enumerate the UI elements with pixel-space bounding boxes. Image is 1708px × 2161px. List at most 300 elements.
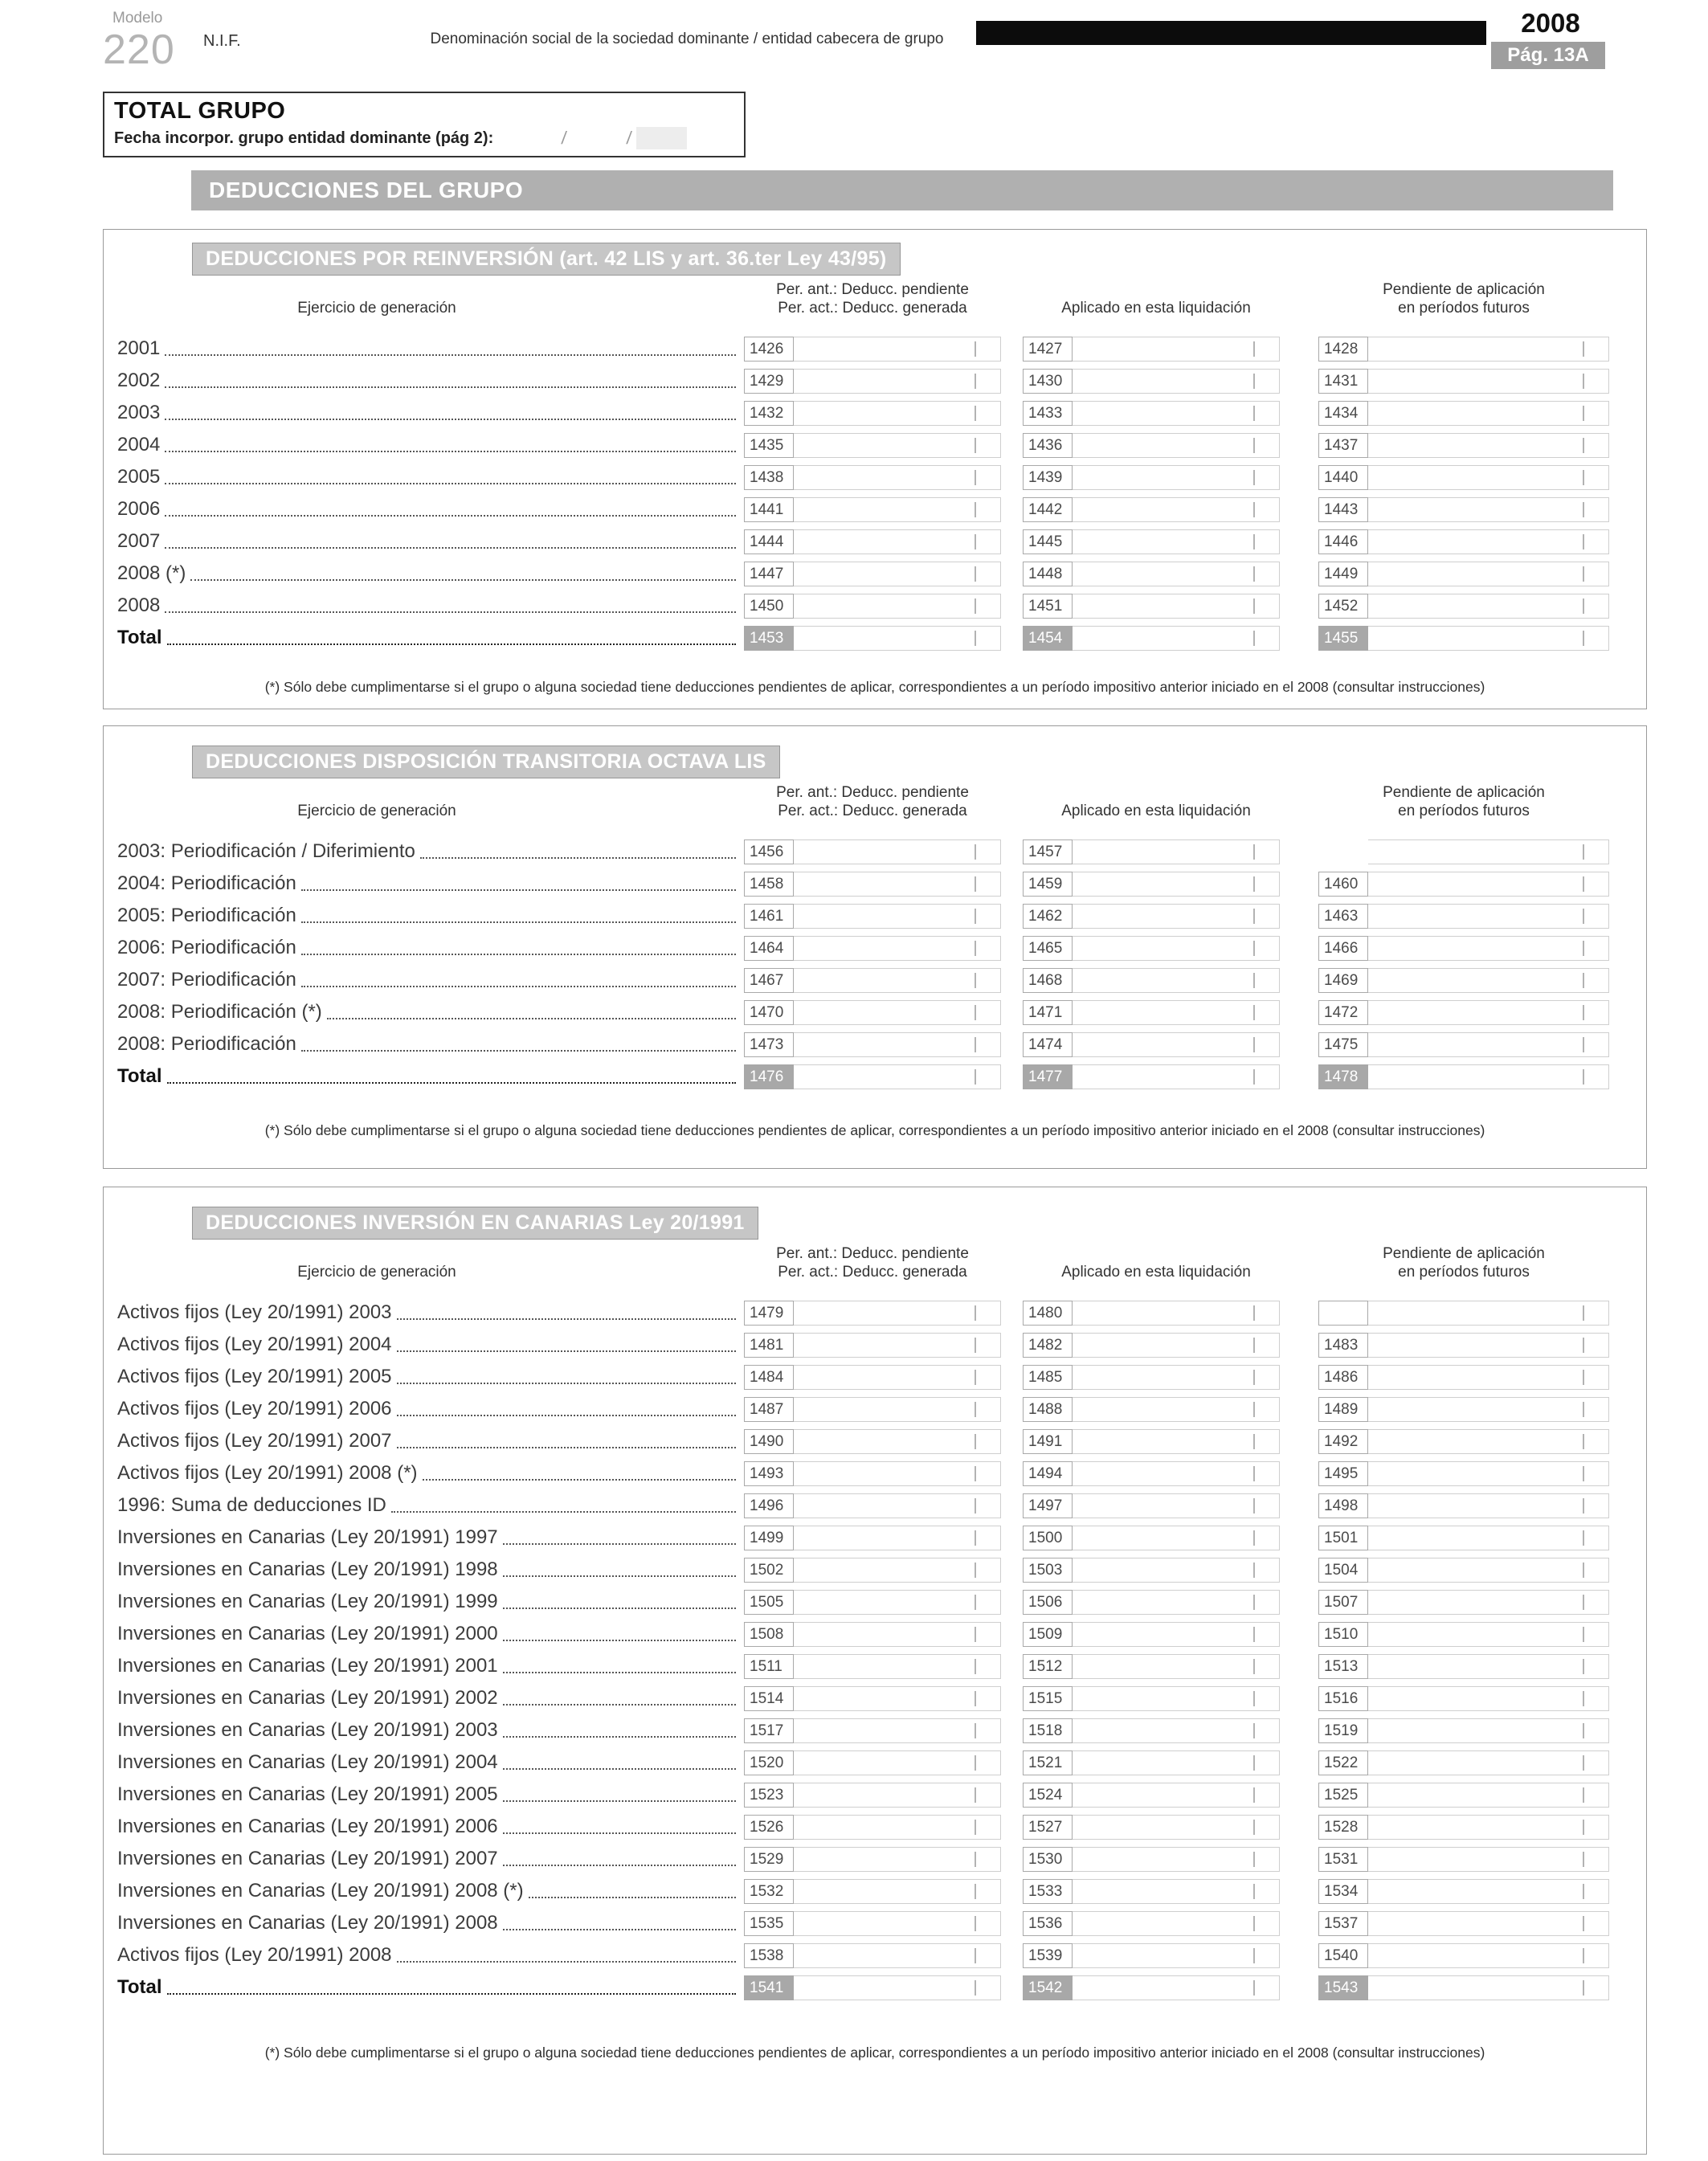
row-label-text: Activos fijos (Ley 20/1991) 2007 — [117, 1430, 392, 1452]
amount-field[interactable] — [1073, 1526, 1280, 1550]
cents-separator-tick — [1253, 1305, 1255, 1321]
cell-pendiente-generada — [744, 433, 1001, 458]
amount-field[interactable] — [1368, 1686, 1609, 1711]
cell-aplicado — [1023, 1847, 1280, 1872]
dotted-leader — [503, 1640, 736, 1641]
amount-field[interactable] — [794, 562, 1001, 586]
amount-field[interactable] — [794, 1879, 1001, 1904]
code-box: 1455 — [1318, 626, 1368, 651]
amount-field[interactable] — [1073, 562, 1280, 586]
amount-field[interactable] — [1073, 401, 1280, 426]
cents-separator-tick — [1253, 598, 1255, 614]
amount-field[interactable] — [1073, 1333, 1280, 1358]
amount-field[interactable] — [794, 1032, 1001, 1057]
cell-pendiente-futuro — [1318, 1429, 1609, 1454]
row-label-text: 2008: Periodificación (*) — [117, 1001, 322, 1023]
code-box: 1469 — [1318, 968, 1368, 993]
code-box: 1504 — [1318, 1558, 1368, 1583]
date-month-segment[interactable] — [571, 127, 622, 149]
row-label — [117, 872, 736, 895]
table-row — [104, 1330, 1646, 1362]
amount-field[interactable] — [1368, 1975, 1609, 2000]
amount-field[interactable] — [794, 1461, 1001, 1486]
amount-field[interactable] — [794, 497, 1001, 522]
code-box: 1463 — [1318, 904, 1368, 929]
cents-separator-tick — [1583, 1370, 1584, 1385]
cents-separator-tick — [1583, 1916, 1584, 1931]
amount-field[interactable] — [1368, 872, 1609, 897]
table-row — [104, 366, 1646, 398]
dotted-leader — [397, 1961, 736, 1963]
amount-field[interactable] — [794, 1750, 1001, 1775]
code-box: 1525 — [1318, 1783, 1368, 1808]
amount-field[interactable] — [1073, 626, 1280, 651]
cell-pendiente-generada — [744, 401, 1001, 426]
table-row — [104, 462, 1646, 494]
amount-field[interactable] — [1368, 1943, 1609, 1968]
code-box: 1488 — [1023, 1397, 1073, 1422]
cents-separator-tick — [1253, 1595, 1255, 1610]
amount-field[interactable] — [794, 1654, 1001, 1679]
cell-pendiente-futuro — [1318, 1750, 1609, 1775]
cents-separator-tick — [975, 1595, 976, 1610]
amount-field[interactable] — [1073, 369, 1280, 394]
dotted-leader — [423, 1479, 736, 1481]
col-header-futuros — [1318, 783, 1609, 820]
amount-field[interactable] — [1368, 1526, 1609, 1550]
amount-field[interactable] — [794, 1000, 1001, 1025]
amount-field[interactable] — [1073, 1461, 1280, 1486]
table-row — [104, 1619, 1646, 1651]
amount-field[interactable] — [1368, 626, 1609, 651]
amount-field[interactable] — [1368, 1558, 1609, 1583]
amount-field[interactable] — [1368, 1365, 1609, 1390]
table-row — [104, 1779, 1646, 1812]
cents-separator-tick — [1583, 1948, 1584, 1963]
section-title — [192, 746, 780, 778]
cents-separator-tick — [975, 374, 976, 389]
amount-field[interactable] — [1368, 904, 1609, 929]
cents-separator-tick — [1253, 1980, 1255, 1996]
code-box: 1477 — [1023, 1064, 1073, 1089]
amount-field[interactable] — [1073, 872, 1280, 897]
cell-aplicado — [1023, 1064, 1280, 1089]
amount-field[interactable] — [1073, 337, 1280, 362]
deduction-section — [103, 725, 1647, 1169]
code-box: 1520 — [744, 1750, 794, 1775]
row-label — [117, 1655, 736, 1677]
cents-separator-tick — [975, 1563, 976, 1578]
code-box: 1462 — [1023, 904, 1073, 929]
cell-pendiente-generada — [744, 1526, 1001, 1550]
amount-field[interactable] — [794, 1590, 1001, 1615]
code-box: 1481 — [744, 1333, 794, 1358]
row-label-text: Inversiones en Canarias (Ley 20/1991) 2005 — [117, 1783, 498, 1805]
cents-separator-tick — [1253, 1659, 1255, 1674]
cell-aplicado — [1023, 1879, 1280, 1904]
cents-separator-tick — [975, 1852, 976, 1867]
amount-field[interactable] — [1073, 1783, 1280, 1808]
code-box: 1428 — [1318, 337, 1368, 362]
cell-aplicado — [1023, 337, 1280, 362]
amount-field[interactable] — [794, 1911, 1001, 1936]
amount-field[interactable] — [1073, 1429, 1280, 1454]
code-box: 1494 — [1023, 1461, 1073, 1486]
amount-field[interactable] — [1368, 1911, 1609, 1936]
dotted-leader — [165, 451, 736, 452]
amount-field[interactable] — [1073, 497, 1280, 522]
cents-separator-tick — [975, 876, 976, 892]
cents-separator-tick — [1583, 1627, 1584, 1642]
row-label — [117, 1462, 736, 1485]
cell-aplicado — [1023, 1526, 1280, 1550]
row-label-text: 2002 — [117, 370, 161, 391]
dotted-leader — [503, 1768, 736, 1770]
cell-aplicado — [1023, 872, 1280, 897]
amount-field[interactable] — [794, 936, 1001, 961]
amount-field[interactable] — [1073, 594, 1280, 619]
amount-field[interactable] — [1368, 839, 1609, 864]
amount-field[interactable] — [1368, 1847, 1609, 1872]
amount-field[interactable] — [1368, 1301, 1609, 1326]
amount-field[interactable] — [1073, 1301, 1280, 1326]
amount-field[interactable] — [794, 1943, 1001, 1968]
cents-separator-tick — [975, 406, 976, 421]
cents-separator-tick — [1583, 1402, 1584, 1417]
amount-field[interactable] — [1368, 465, 1609, 490]
column-headers — [104, 1240, 1646, 1291]
row-label — [117, 905, 736, 927]
amount-field[interactable] — [1073, 839, 1280, 864]
cell-pendiente-futuro — [1318, 1333, 1609, 1358]
date-year-segment[interactable] — [636, 127, 687, 149]
amount-field[interactable] — [1368, 1032, 1609, 1057]
amount-field[interactable] — [1073, 1943, 1280, 1968]
amount-field[interactable] — [1073, 1654, 1280, 1679]
cell-pendiente-futuro — [1318, 1654, 1609, 1679]
amount-field[interactable] — [794, 1558, 1001, 1583]
amount-field[interactable] — [794, 1815, 1001, 1840]
amount-field[interactable] — [1073, 1750, 1280, 1775]
amount-field[interactable] — [1368, 529, 1609, 554]
amount-field[interactable] — [1073, 1397, 1280, 1422]
amount-field[interactable] — [1368, 401, 1609, 426]
amount-field[interactable] — [1368, 1879, 1609, 1904]
code-box: 1447 — [744, 562, 794, 586]
amount-field[interactable] — [1368, 497, 1609, 522]
code-box: 1531 — [1318, 1847, 1368, 1872]
cell-pendiente-futuro — [1318, 465, 1609, 490]
amount-field[interactable] — [794, 433, 1001, 458]
table-row — [104, 1394, 1646, 1426]
amount-field[interactable] — [1368, 1622, 1609, 1647]
cents-separator-tick — [975, 1659, 976, 1674]
amount-field[interactable] — [1368, 1461, 1609, 1486]
amount-field[interactable] — [1073, 1975, 1280, 2000]
row-label-text: 2008 (*) — [117, 562, 186, 584]
amount-field[interactable] — [1368, 1783, 1609, 1808]
code-box: 1503 — [1023, 1558, 1073, 1583]
table-row — [104, 1940, 1646, 1972]
amount-field[interactable] — [1368, 1815, 1609, 1840]
cell-aplicado — [1023, 1911, 1280, 1936]
dotted-leader — [301, 1050, 736, 1052]
amount-field[interactable] — [794, 465, 1001, 490]
code-box: 1451 — [1023, 594, 1073, 619]
cents-separator-tick — [975, 1005, 976, 1020]
amount-field[interactable] — [794, 529, 1001, 554]
code-box: 1448 — [1023, 562, 1073, 586]
cents-separator-tick — [1583, 406, 1584, 421]
amount-field[interactable] — [794, 1301, 1001, 1326]
cell-pendiente-futuro — [1318, 839, 1609, 864]
row-label-text: 2006: Periodificación — [117, 937, 296, 958]
amount-field[interactable] — [794, 401, 1001, 426]
code-box: 1443 — [1318, 497, 1368, 522]
table-row — [104, 1715, 1646, 1747]
code-box: 1536 — [1023, 1911, 1073, 1936]
date-day-segment[interactable] — [506, 127, 557, 149]
row-label — [117, 402, 736, 424]
cents-separator-tick — [1583, 973, 1584, 988]
cents-separator-tick — [975, 1948, 976, 1963]
amount-field[interactable] — [1073, 1064, 1280, 1089]
table-row — [104, 836, 1646, 868]
amount-field[interactable] — [1073, 1000, 1280, 1025]
amount-field[interactable] — [794, 1718, 1001, 1743]
amount-field[interactable] — [1368, 1064, 1609, 1089]
rows-container — [104, 333, 1646, 655]
amount-field[interactable] — [1073, 1879, 1280, 1904]
amount-field[interactable] — [794, 872, 1001, 897]
total-grupo-box — [103, 92, 746, 157]
cents-separator-tick — [975, 1305, 976, 1321]
amount-field[interactable] — [794, 594, 1001, 619]
dotted-leader — [503, 1672, 736, 1673]
col-header-line1: Per. ant.: Deducc. pendiente — [776, 1244, 969, 1262]
cell-pendiente-generada — [744, 497, 1001, 522]
amount-field[interactable] — [794, 1783, 1001, 1808]
cell-pendiente-futuro — [1318, 626, 1609, 651]
table-row — [104, 1972, 1646, 2004]
row-label — [117, 1591, 736, 1613]
amount-field[interactable] — [794, 337, 1001, 362]
cents-separator-tick — [1253, 909, 1255, 924]
cell-aplicado — [1023, 1558, 1280, 1583]
cell-pendiente-futuro — [1318, 1558, 1609, 1583]
cell-pendiente-generada — [744, 1301, 1001, 1326]
amount-field[interactable] — [1073, 968, 1280, 993]
cell-pendiente-generada — [744, 369, 1001, 394]
row-label-text: 2008: Periodificación — [117, 1033, 296, 1055]
cents-separator-tick — [1583, 631, 1584, 646]
amount-field[interactable] — [1073, 465, 1280, 490]
amount-field[interactable] — [794, 904, 1001, 929]
amount-field[interactable] — [794, 1365, 1001, 1390]
amount-field[interactable] — [1073, 1686, 1280, 1711]
code-box: 1430 — [1023, 369, 1073, 394]
amount-field[interactable] — [1368, 594, 1609, 619]
dotted-leader — [529, 1897, 736, 1898]
table-row — [104, 1683, 1646, 1715]
amount-field[interactable] — [794, 1493, 1001, 1518]
col-header-pendiente-generada — [744, 1244, 1001, 1281]
amount-field[interactable] — [1073, 1622, 1280, 1647]
row-label — [117, 1944, 736, 1967]
cents-separator-tick — [1583, 1852, 1584, 1867]
amount-field[interactable] — [1073, 1847, 1280, 1872]
dotted-leader — [503, 1704, 736, 1706]
amount-field[interactable] — [1073, 1365, 1280, 1390]
cents-separator-tick — [975, 1434, 976, 1449]
cell-pendiente-generada — [744, 337, 1001, 362]
amount-field[interactable] — [794, 1397, 1001, 1422]
row-label — [117, 1065, 736, 1088]
amount-field[interactable] — [1368, 433, 1609, 458]
amount-field[interactable] — [1073, 433, 1280, 458]
cents-separator-tick — [1583, 374, 1584, 389]
cents-separator-tick — [975, 1627, 976, 1642]
amount-field[interactable] — [1073, 936, 1280, 961]
amount-field[interactable] — [794, 1847, 1001, 1872]
code-box: 1517 — [744, 1718, 794, 1743]
cents-separator-tick — [1583, 1005, 1584, 1020]
amount-field[interactable] — [1368, 1718, 1609, 1743]
cents-separator-tick — [1253, 1563, 1255, 1578]
col-header-line1: Per. ant.: Deducc. pendiente — [776, 280, 969, 298]
cents-separator-tick — [1253, 374, 1255, 389]
cell-aplicado — [1023, 1032, 1280, 1057]
amount-field[interactable] — [794, 1526, 1001, 1550]
col-header-line2: en períodos futuros — [1398, 1263, 1530, 1281]
amount-field[interactable] — [794, 839, 1001, 864]
amount-field[interactable] — [1073, 1493, 1280, 1518]
row-label — [117, 1783, 736, 1806]
amount-field[interactable] — [794, 1686, 1001, 1711]
amount-field[interactable] — [1368, 1333, 1609, 1358]
amount-field[interactable] — [1073, 1911, 1280, 1936]
amount-field[interactable] — [1368, 1493, 1609, 1518]
cents-separator-tick — [975, 1037, 976, 1052]
amount-field[interactable] — [1368, 562, 1609, 586]
amount-field[interactable] — [1073, 1815, 1280, 1840]
table-row — [104, 1490, 1646, 1522]
denominacion-label: Denominación social de la sociedad dominante / entidad cabecera de grupo — [430, 31, 944, 47]
cents-separator-tick — [1253, 941, 1255, 956]
amount-field[interactable] — [794, 1429, 1001, 1454]
table-row — [104, 1297, 1646, 1330]
cell-aplicado — [1023, 1000, 1280, 1025]
cell-pendiente-generada — [744, 936, 1001, 961]
code-box: 1499 — [744, 1526, 794, 1550]
cents-separator-tick — [1253, 1466, 1255, 1481]
cents-separator-tick — [1583, 1787, 1584, 1803]
row-label — [117, 1366, 736, 1388]
cents-separator-tick — [1253, 1434, 1255, 1449]
cell-pendiente-generada — [744, 872, 1001, 897]
cents-separator-tick — [1253, 438, 1255, 453]
code-box: 1472 — [1318, 1000, 1368, 1025]
table-row — [104, 1876, 1646, 1908]
amount-field[interactable] — [1368, 1654, 1609, 1679]
amount-field[interactable] — [1368, 1397, 1609, 1422]
cents-separator-tick — [1253, 1787, 1255, 1803]
amount-field[interactable] — [1073, 1032, 1280, 1057]
dotted-leader — [503, 1607, 736, 1609]
row-label-text: Activos fijos (Ley 20/1991) 2005 — [117, 1366, 392, 1387]
cents-separator-tick — [1583, 566, 1584, 582]
cents-separator-tick — [1583, 1723, 1584, 1738]
row-label — [117, 1687, 736, 1710]
amount-field[interactable] — [1368, 369, 1609, 394]
code-box: 1457 — [1023, 839, 1073, 864]
cents-separator-tick — [975, 1787, 976, 1803]
amount-field[interactable] — [794, 1975, 1001, 2000]
code-box: 1461 — [744, 904, 794, 929]
amount-field[interactable] — [1073, 1718, 1280, 1743]
amount-field[interactable] — [794, 1622, 1001, 1647]
cell-aplicado — [1023, 401, 1280, 426]
amount-field[interactable] — [1368, 968, 1609, 993]
cell-pendiente-generada — [744, 562, 1001, 586]
amount-field[interactable] — [794, 369, 1001, 394]
cell-pendiente-futuro — [1318, 1301, 1609, 1326]
amount-field[interactable] — [794, 1333, 1001, 1358]
amount-field[interactable] — [1073, 529, 1280, 554]
deduction-section — [103, 229, 1647, 709]
cell-pendiente-futuro — [1318, 401, 1609, 426]
amount-field[interactable] — [794, 968, 1001, 993]
amount-field[interactable] — [1073, 904, 1280, 929]
table-row — [104, 965, 1646, 997]
cents-separator-tick — [975, 566, 976, 582]
col-header-aplicado: Aplicado en esta liquidación — [1061, 299, 1251, 317]
amount-field[interactable] — [1368, 936, 1609, 961]
amount-field[interactable] — [794, 626, 1001, 651]
cell-aplicado — [1023, 1365, 1280, 1390]
table-row — [104, 1651, 1646, 1683]
dotted-leader — [397, 1350, 736, 1352]
cents-separator-tick — [975, 1820, 976, 1835]
cents-separator-tick — [1253, 1498, 1255, 1514]
amount-field[interactable] — [1368, 1750, 1609, 1775]
table-row — [104, 590, 1646, 623]
rows-container — [104, 836, 1646, 1093]
cents-separator-tick — [1583, 1466, 1584, 1481]
code-box: 1465 — [1023, 936, 1073, 961]
code-box: 1479 — [744, 1301, 794, 1326]
code-box: 1540 — [1318, 1943, 1368, 1968]
cell-pendiente-generada — [744, 1879, 1001, 1904]
code-box: 1521 — [1023, 1750, 1073, 1775]
amount-field[interactable] — [794, 1064, 1001, 1089]
cents-separator-tick — [1583, 1498, 1584, 1514]
table-row — [104, 430, 1646, 462]
amount-field[interactable] — [1073, 1590, 1280, 1615]
row-label-text: Inversiones en Canarias (Ley 20/1991) 2006 — [117, 1816, 498, 1837]
fecha-incorporacion-field[interactable] — [506, 127, 687, 149]
code-box: 1450 — [744, 594, 794, 619]
amount-field[interactable] — [1073, 1558, 1280, 1583]
amount-field[interactable] — [1368, 1429, 1609, 1454]
amount-field[interactable] — [1368, 337, 1609, 362]
amount-field[interactable] — [1368, 1590, 1609, 1615]
cell-aplicado — [1023, 839, 1280, 864]
code-box: 1533 — [1023, 1879, 1073, 1904]
amount-field[interactable] — [1368, 1000, 1609, 1025]
rows-container — [104, 1297, 1646, 2004]
date-separator: / — [625, 128, 633, 148]
